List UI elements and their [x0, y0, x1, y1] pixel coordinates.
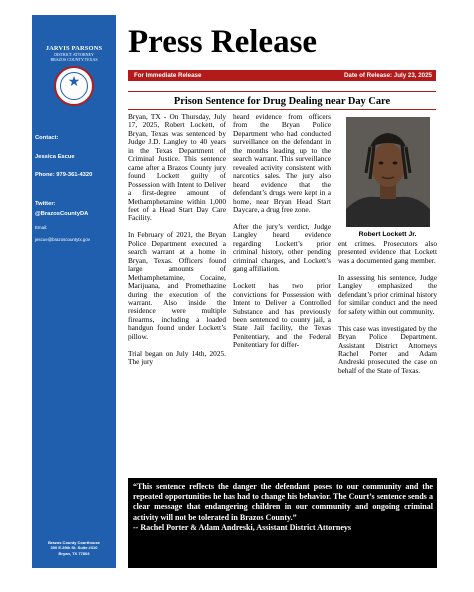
email-label: Email:: [35, 225, 48, 230]
release-date: Date of Release: July 23, 2025: [343, 71, 432, 79]
contact-name: Jessica Escue: [35, 154, 75, 160]
paragraph: In February of 2021, the Bryan Police Department executed a search warrant at a home in Bryan, Texas. Officers found large amounts of Methamphetamine, Cocaine, Marijuana, and Promethazine during the execution of the warrant. Also inside the residence were multiple firearms, including a loaded handgun found under Lockett’s pillow.: [128, 230, 226, 341]
email-link[interactable]: jescue@brazoscountytx.gov: [35, 237, 90, 242]
pull-quote: [128, 478, 437, 568]
contact-heading: Contact:: [35, 135, 59, 141]
paragraph: heard evidence from officers from the Bryan Police Department who had conducted surveillance on the defendant in the months leading up to the search warrant. This surveillance revealed activity consistent with narcotics sales. The jury also heard evidence that the defendant’s drugs were kept in a home, near Bryan Head Start Daycare, a drug free zone.: [233, 113, 331, 214]
release-info-bar: [128, 70, 436, 81]
defendant-photo: [346, 117, 430, 227]
quote-attribution: -- Rachel Porter & Adam Andreski, Assistant District Attorneys: [133, 522, 352, 532]
paragraph: Trial began on July 14th, 2025. The jury: [128, 348, 226, 367]
paragraph: This case was investigated by the Bryan Police Department. Assistant District Attorneys Rachel Porter and Adam Andreski prosecuted the case on behalf of the State of Texas.: [338, 323, 437, 375]
sidebar: [32, 15, 116, 568]
headline-bottom-rule: [128, 109, 436, 110]
twitter-label: Twitter:: [35, 201, 56, 207]
contact-phone[interactable]: Phone: 979-361-4320: [35, 172, 93, 178]
district-attorney-seal-icon: ★: [54, 66, 94, 106]
paragraph: Bryan, TX - On Thursday, July 17, 2025, Robert Lockett, of Bryan, Texas was sentenced by Judge J.D. Langley to 40 years in the Texas Department of Criminal Justice. This sentence came after a Brazos County jury found Lockett guilty of Possession with Intent to Deliver a first-degree amount of Methamphetamine within 1,000 feet of a Head Start Day Care Facility.: [128, 113, 226, 223]
headline-top-rule: [128, 91, 436, 92]
quote-text: “This sentence reflects the danger the defendant poses to our community and the repeated opportunities he has had to change his behavior. The Court’s sentence sends a clear message that endangering children in our community and ongoing criminal activity will not be tolerated in Brazos County.”: [133, 482, 433, 522]
paragraph: After the jury’s verdict, Judge Langley heard evidence regarding Lockett’s prior criminal history, other pending criminal charges, and Lockett’s gang affiliation.: [233, 221, 331, 274]
office-title: DISTRICT ATTORNEY: [54, 52, 94, 57]
paragraph: Lockett has two prior convictions for Possession with Intent to Deliver a Controlled Substance and has previously been sentenced to county jail, a State Jail facility, the Texas Penitentiary, and the Federal Penitentiary for differ-: [233, 281, 331, 350]
twitter-handle[interactable]: @BrazosCountyDA: [35, 211, 89, 217]
office-name: JARVIS PARSONS: [45, 45, 103, 52]
article-column-1: [128, 113, 226, 469]
article-column-2: [233, 113, 331, 469]
page-title: Press Release: [128, 24, 318, 60]
office-county: BRAZOS COUNTY TEXAS: [50, 57, 98, 62]
paragraph: ent crimes. Prosecutors also presented evidence that Lockett was a documented gang member.: [338, 240, 437, 265]
article-column-3: [338, 240, 437, 470]
release-type: For Immediate Release: [134, 71, 202, 79]
paragraph: In assessing his sentence, Judge Langley emphasized the defendant’s prior criminal history for similar conduct and the need for safety within out community.: [338, 272, 437, 316]
headline: Prison Sentence for Drug Dealing near Day Care: [173, 96, 391, 107]
courthouse-address: Brazos County Courthouse 300 E.29th St. Suite #310 Bryan, TX 77803: [48, 539, 100, 556]
photo-caption: Robert Lockett Jr.: [358, 231, 417, 238]
portrait-image: [346, 117, 430, 227]
